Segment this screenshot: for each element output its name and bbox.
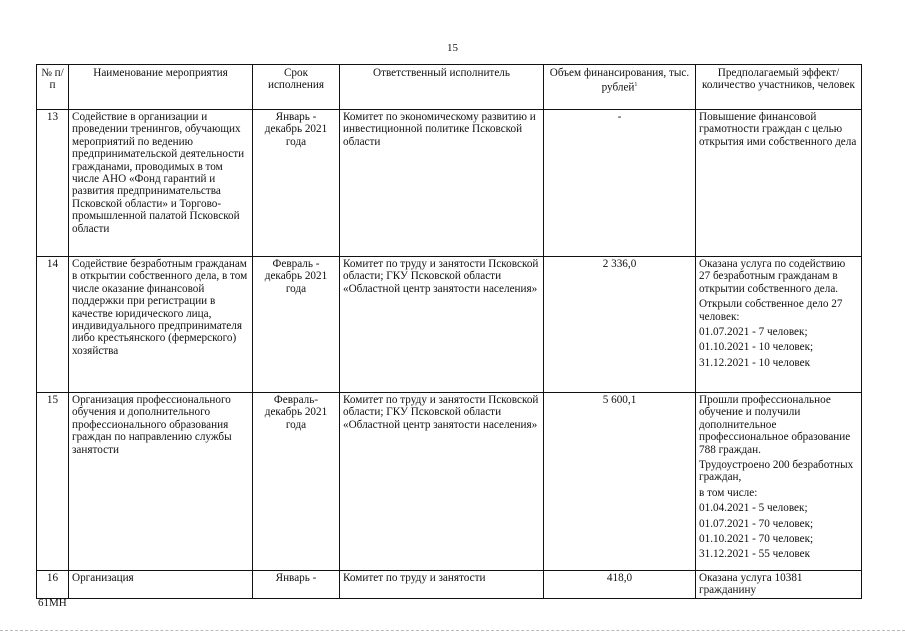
header-funding [544, 65, 696, 110]
effect-line: 01.10.2021 - 70 человек; [699, 533, 814, 546]
effect-line: Открыли собственное дело 27 человек: [699, 298, 843, 323]
row-period: Январь - [253, 571, 340, 599]
header-funding-label: Объем финансирования, тыс. рублей [549, 67, 690, 95]
row-funding: 418,0 [544, 571, 696, 599]
effect-line: 01.07.2021 - 7 человек; [699, 326, 808, 339]
row-name: Содействие безработным гражданам в открытии собственного дела, в том числе оказание финансовой поддержки при регистрации в качестве юридического лица, индивидуального предпринимателя либо крестьянского (фермерского) хозяйства [69, 257, 253, 393]
row-num: 14 [37, 257, 69, 393]
effect-line: Оказана услуга по содействию 27 безработным гражданам в открытии собственного дела. [699, 258, 846, 295]
effect-line: 01.10.2021 - 10 человек; [699, 341, 814, 354]
table-row [37, 257, 862, 393]
row-executor: Комитет по труду и занятости [340, 571, 544, 599]
header-effect: Предполагаемый эффект/количество участников, человек [696, 65, 862, 110]
row-effect [696, 571, 862, 599]
effect-line: 01.07.2021 - 70 человек; [699, 517, 814, 530]
page-number: 15 [447, 42, 458, 54]
row-name: Содействие в организации и проведении тренингов, обучающих мероприятий по ведению предпринимательской деятельности гражданами, проводимых в том числе АНО «Фонд гарантий и развития предпринимательства Псковской области» и Торгово-промышленной палатой Псковской области [69, 110, 253, 257]
scan-edge-divider [0, 630, 905, 631]
document-code: 61МН [38, 597, 67, 609]
row-funding: 5 600,1 [544, 393, 696, 571]
effect-line: Оказана услуга 10381 гражданину [699, 572, 803, 597]
effect-line: 31.12.2021 - 55 человек [699, 548, 811, 561]
row-name: Организация [69, 571, 253, 599]
row-effect [696, 110, 862, 257]
table-header-row [37, 65, 862, 110]
table-row [37, 110, 862, 257]
row-funding: 2 336,0 [544, 257, 696, 393]
header-name: Наименование мероприятия [69, 65, 253, 110]
table-row [37, 571, 862, 599]
table-row [37, 393, 862, 571]
row-period: Февраль - декабрь 2021 года [253, 257, 340, 393]
header-executor: Ответственный исполнитель [340, 65, 544, 110]
row-executor: Комитет по труду и занятости Псковской области; ГКУ Псковской области «Областной центр занятости населения» [340, 257, 544, 393]
row-num: 15 [37, 393, 69, 571]
row-name: Организация профессионального обучения и дополнительного профессионального образования граждан по направлению службы занятости [69, 393, 253, 571]
row-num: 13 [37, 110, 69, 257]
row-funding: - [544, 110, 696, 257]
row-num: 16 [37, 571, 69, 599]
row-executor: Комитет по экономическому развитию и инвестиционной политике Псковской области [340, 110, 544, 257]
effect-line: Прошли профессиональное обучение и получили дополнительное профессиональное образование 788 граждан. [699, 394, 851, 456]
activities-table [36, 64, 862, 599]
effect-line: в том числе: [699, 486, 758, 499]
effect-line: Трудоустроено 200 безработных граждан, [699, 459, 854, 484]
effect-line: 01.04.2021 - 5 человек; [699, 502, 808, 515]
header-period: Срок исполнения [253, 65, 340, 110]
funding-footnote-mark: 1 [634, 82, 638, 89]
row-period: Январь - декабрь 2021 года [253, 110, 340, 257]
row-period: Февраль- декабрь 2021 года [253, 393, 340, 571]
effect-line: 31.12.2021 - 10 человек [699, 356, 811, 369]
row-effect [696, 257, 862, 393]
effect-line: Повышение финансовой грамотности граждан с целью открытия ими собственного дела [699, 111, 857, 148]
row-effect [696, 393, 862, 571]
row-executor: Комитет по труду и занятости Псковской области; ГКУ Псковской области «Областной центр занятости населения» [340, 393, 544, 571]
header-num: № п/п [37, 65, 69, 110]
